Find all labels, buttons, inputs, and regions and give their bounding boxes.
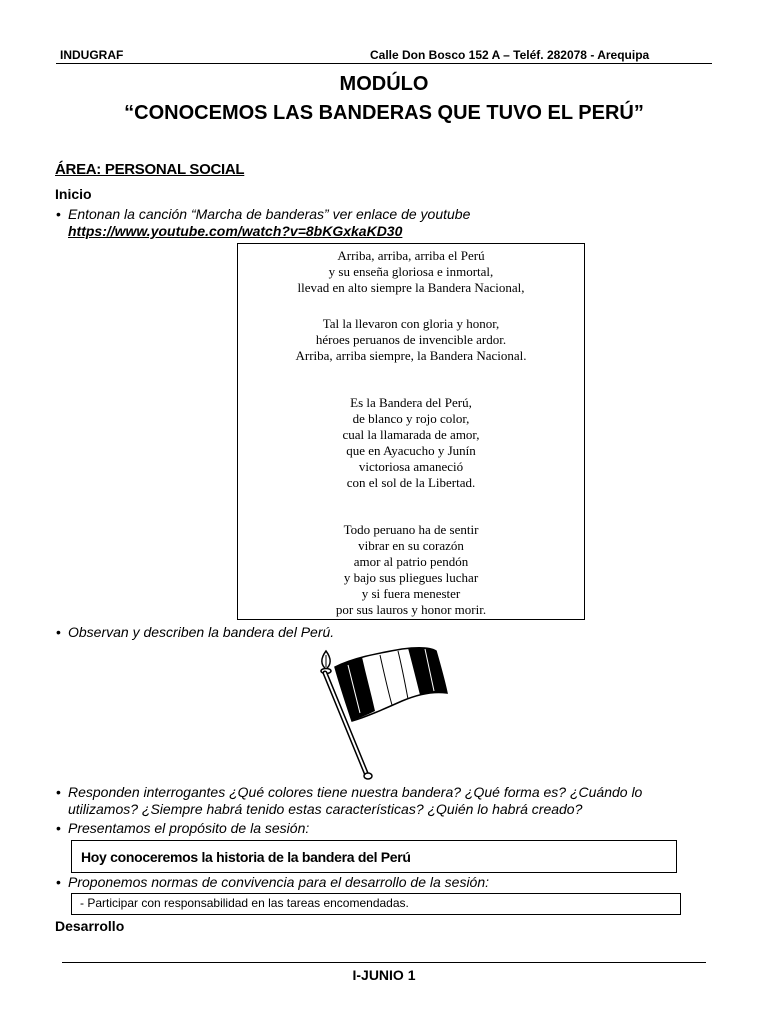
- lyric-line: amor al patrio pendón: [353, 554, 469, 569]
- purpose-text: Hoy conoceremos la historia de la bandera del Perú: [81, 849, 411, 865]
- module-subtitle: “CONOCEMOS LAS BANDERAS QUE TUVO EL PERÚ”: [124, 102, 644, 124]
- lyric-line: cual la llamarada de amor,: [342, 427, 480, 442]
- bullet-song-text: Entonan la canción “Marcha de banderas” ver enlace de youtube: [68, 206, 471, 222]
- footer-page-label: I-JUNIO 1: [352, 967, 416, 983]
- bullet-norms-text: Proponemos normas de convivencia para el desarrollo de la sesión:: [68, 874, 490, 890]
- lyric-line: con el sol de la Libertad.: [346, 475, 476, 490]
- lyric-line: Arriba, arriba siempre, la Bandera Nacional.: [295, 348, 527, 363]
- bullet-symbol: •: [56, 820, 61, 836]
- bullet-symbol: •: [56, 206, 61, 222]
- lyric-line: de blanco y rojo color,: [352, 411, 470, 426]
- header-address: Calle Don Bosco 152 A – Teléf. 282078 - Arequipa: [370, 48, 650, 62]
- desarrollo-heading: Desarrollo: [55, 918, 125, 934]
- bullet-symbol: •: [56, 784, 61, 800]
- stanza-4: [238, 522, 584, 618]
- stanza-1: [238, 248, 584, 296]
- bullet-symbol: •: [56, 874, 61, 890]
- bullet-observe-text: Observan y describen la bandera del Perú.: [68, 624, 335, 640]
- bullet-questions-line1: Responden interrogantes ¿Qué colores tiene nuestra bandera? ¿Qué forma es? ¿Cuándo lo: [68, 784, 643, 800]
- lyric-line: vibrar en su corazón: [358, 538, 464, 553]
- lyric-line: héroes peruanos de invencible ardor.: [315, 332, 507, 347]
- lyric-line: Arriba, arriba, arriba el Perú: [337, 248, 485, 263]
- header-divider: [56, 63, 712, 64]
- song-lyrics-box: [237, 243, 585, 620]
- lyric-line: por sus lauros y honor morir.: [335, 602, 487, 617]
- stanza-2: [238, 316, 584, 364]
- youtube-link[interactable]: https://www.youtube.com/watch?v=8bKGxkaKD30: [68, 223, 403, 239]
- norms-box: [71, 893, 681, 915]
- lyric-line: que en Ayacucho y Junín: [346, 443, 476, 458]
- lyric-line: Es la Bandera del Perú,: [350, 395, 472, 410]
- lyric-line: y si fuera menester: [361, 586, 461, 601]
- lyric-line: y su enseña gloriosa e inmortal,: [328, 264, 494, 279]
- module-title: MODÚLO: [339, 73, 429, 95]
- stanza-3: [238, 395, 584, 491]
- bullet-symbol: •: [56, 624, 61, 640]
- area-heading: ÁREA: PERSONAL SOCIAL: [55, 161, 245, 178]
- purpose-box: [71, 840, 677, 873]
- bullet-questions-line2: utilizamos? ¿Siempre habrá tenido estas características? ¿Quién lo habrá creado?: [68, 801, 583, 817]
- lyric-line: y bajo sus pliegues luchar: [343, 570, 479, 585]
- norm-item: - Participar con responsabilidad en las tareas encomendadas.: [80, 896, 409, 910]
- lyric-line: Todo peruano ha de sentir: [343, 522, 479, 537]
- lyric-line: llevad en alto siempre la Bandera Nacional,: [297, 280, 525, 295]
- bullet-purpose-text: Presentamos el propósito de la sesión:: [68, 820, 310, 836]
- peru-flag-illustration: [310, 645, 455, 785]
- footer-divider: [62, 962, 706, 963]
- inicio-heading: Inicio: [55, 186, 92, 202]
- lyric-line: Tal la llevaron con gloria y honor,: [322, 316, 500, 331]
- header-company: INDUGRAF: [60, 48, 124, 62]
- lyric-line: victoriosa amaneció: [358, 459, 464, 474]
